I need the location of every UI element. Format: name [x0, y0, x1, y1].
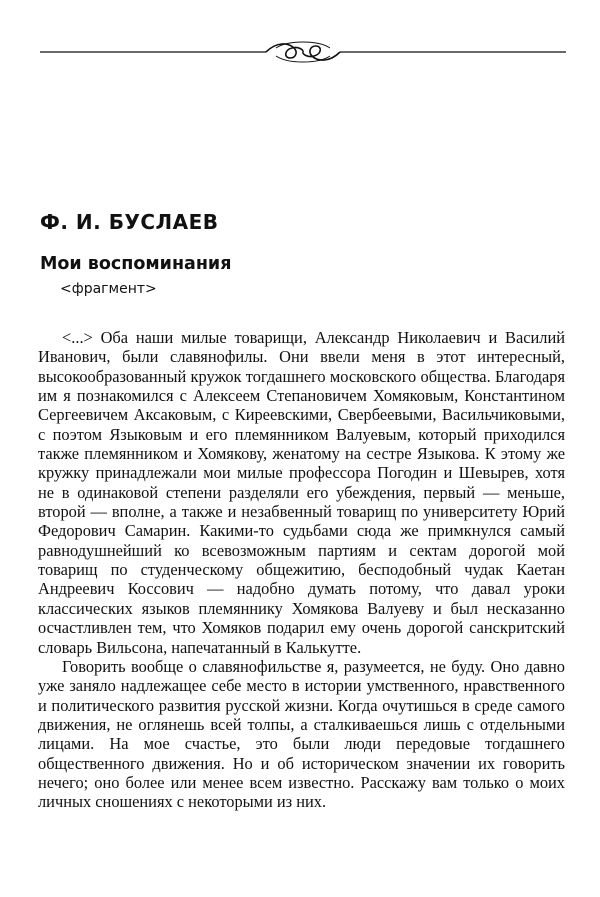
article-body	[38, 328, 565, 812]
article-subtitle: <фрагмент>	[60, 281, 157, 297]
paragraph: <...> Оба наши милые товарищи, Александр Николаевич и Василий Иванович, были славянофилы. Они ввели меня в этот интересный, высокообразованный кружок тогдашнего московского общества. Благодаря им я познакомился с Алексеем Степановичем Хомяковым, Константином Сергеевичем Аксаковым, с Киреевскими, Свербеевыми, Васильчиковыми, с поэтом Языковым и его племянником Валуевым, который приходился также племянником и Хомякову, женатому на сестре Языкова. К этому же кружку принадлежали мои милые профессора Погодин и Шевырев, хотя не в одинаковой степени разделяли его убеждения, первый — меньше, второй — вполне, а также и незабвенный товарищ по университету Юрий Федорович Самарин. Какими-то судьбами сюда же примкнулся самый равнодушнейший ко всевозможным партиям и сектам дорогой мой товарищ по студенческому общежитию, бесподобный чудак Каетан Андреевич Коссович — надобно думать потому, что давал уроки классических языков племяннику Хомякова Валуеву и был несказанно осчастливлен тем, что Хомяков подарил ему очень дорогой санскритский словарь Вильсона, напечатанный в Калькутте.	[38, 328, 565, 657]
header-ornament	[40, 32, 566, 72]
paragraph: Говорить вообще о славянофильстве я, разумеется, не буду. Оно давно уже заняло надлежащее себе место в истории умственного, нравственного и политического развития русской жизни. Когда очутишься в среде самого движения, не оглянешь всей толпы, а сталкиваешься лишь с отдельными лицами. На мое счастье, это были люди передовые тогдашнего общественного движения. Но и об историческом значении их говорить нечего; оно более или менее всем известно. Расскажу вам только о моих личных сношениях с некоторыми из них.	[38, 656, 565, 812]
scroll-flourish-icon	[40, 32, 566, 72]
author-name: Ф. И. БУСЛАЕВ	[40, 210, 219, 234]
article-title: Мои воспоминания	[40, 254, 232, 274]
